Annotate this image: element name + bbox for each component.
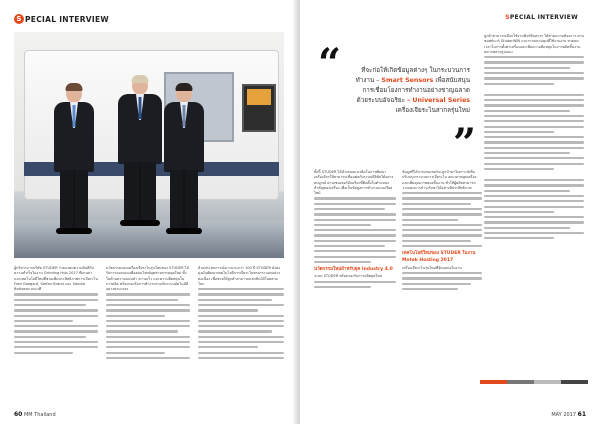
left-page xyxy=(0,0,296,424)
close-quote-icon: ” xyxy=(452,120,476,167)
right-section-title: PECIAL INTERVIEW xyxy=(509,14,578,21)
right-column-2: ข้อมูลที่ได้จากเซนเซอร์จะถูกนำมาวิเคราะห์เพื่อปรับปรุงกระบวนการเจียระไน ลดเวลาหยุดเครื่อง และเพิ่มคุณภาพของชิ้นงาน ทำให้ผู้ผลิตสามารถวางแผนการบำรุงรักษาได้อย่างมีประสิทธิภาพ เทคโนโลยีใหม่ของ STUDER ในงาน Motek Hosting 2017 เครื่องเจียระไนรุ่นใหม่ที่จัดแสดงในงาน xyxy=(402,170,482,293)
left-column-3: ด้วยประสบการณ์ยาวนานกว่า 100 ปี STUDER ยังคงมุ่งมั่นพัฒนาเทคโนโลยีการเจียระไนทรงกระบอกอย่างต่อเนื่อง เพื่อช่วยให้ลูกค้าสามารถแข่งขันได้ในตลาดโลก xyxy=(198,266,284,362)
right-section-label xyxy=(505,14,578,21)
section-initial: S xyxy=(14,14,24,24)
issue-date: MAY 2017 xyxy=(551,412,577,418)
left-section-label xyxy=(14,14,109,24)
right-column-3: ลูกค้าสามารถเลือกใช้งานฟังก์ชันต่างๆ ได้ตามความต้องการ ผ่านซอฟต์แวร์ StuderWIN และระบบควบคุมที่ใช้งานง่าย ช่วยลดเวลาในการตั้งค่าเครื่องและเพิ่มความยืดหยุ่นในการผลิตชิ้นงานหลากหลายรูปแบบ xyxy=(484,34,584,242)
magazine-name: MM Thailand xyxy=(23,412,56,418)
page-number-right: 61 xyxy=(577,411,586,418)
left-footer xyxy=(14,411,56,418)
right-column-1: ทั้งนี้ STUDER ได้นำเสนอแนวคิดในการพัฒนาเครื่องจักรให้สามารถเชื่อมต่อกับระบบดิจิทัลได้อย่างสมบูรณ์ ผ่านเซนเซอร์อัจฉริยะที่ติดตั้งในตำแหน่งสำคัญของเครื่อง เพื่อเก็บข้อมูลการทำงานแบบเรียลไทม์ นวัตกรรมใหม่สำหรับยุค Industry 4.0 ระบบ STUDER พร้อมรองรับการผลิตยุคใหม่ xyxy=(314,170,396,291)
open-quote-icon: “ xyxy=(318,40,342,87)
interview-photo xyxy=(14,32,284,258)
pull-quote-text: ที่จะก่อให้เกิดข้อมูลต่างๆ ในกระบวนการทำงาน – Smart Sensors เพื่อสนับสนุนการเชื่อมโยงการทำงานอย่างชาญฉลาด ด้วยระบบอัจฉริยะ – Universal Series เครื่องเจียระไนสากลรุ่นใหม่ xyxy=(355,67,470,114)
machine-control-panel xyxy=(242,84,276,132)
person-right xyxy=(164,84,204,246)
left-column-1: ผู้บริหารจากบริษัท STUDER ร่วมแสดงความยินดีกับความสำเร็จในงาน Grinding Hub 2017 ที่ผ่านมา และเทคโนโลยีใหม่ที่ช่วยเพิ่มประสิทธิภาพการเจียระไน Fred Gaegauf, Stefan Brand และ Sandro Bottazzo บนเวที xyxy=(14,266,98,357)
right-footer xyxy=(551,411,586,418)
page-number-left: 60 xyxy=(14,411,23,418)
person-center xyxy=(118,76,162,246)
subhead-motek: เทคโนโลยีใหม่ของ STUDER ในงาน xyxy=(402,251,476,257)
right-section-initial: S xyxy=(505,14,510,21)
person-left xyxy=(54,84,94,246)
pull-quote xyxy=(318,40,476,167)
footer-color-bar xyxy=(480,380,588,384)
subhead-motek-line2: Motek Hosting 2017 xyxy=(402,258,454,264)
subhead-industry: นวัตกรรมใหม่สำหรับยุค Industry 4.0 xyxy=(314,267,393,273)
left-column-2: นวัตกรรมของเครื่องเจียระไนรุ่นใหม่ของ STUDER ได้รับการออกแบบเพื่อตอบโจทย์อุตสาหกรรมยุคใหม่ ทั้งในด้านความแม่นยำ ความเร็ว และความยืดหยุ่นในการผลิต พร้อมรองรับการทำงานร่วมกับระบบอัตโนมัติอย่างครบวงจร xyxy=(106,266,190,362)
section-title: PECIAL INTERVIEW xyxy=(25,14,109,24)
